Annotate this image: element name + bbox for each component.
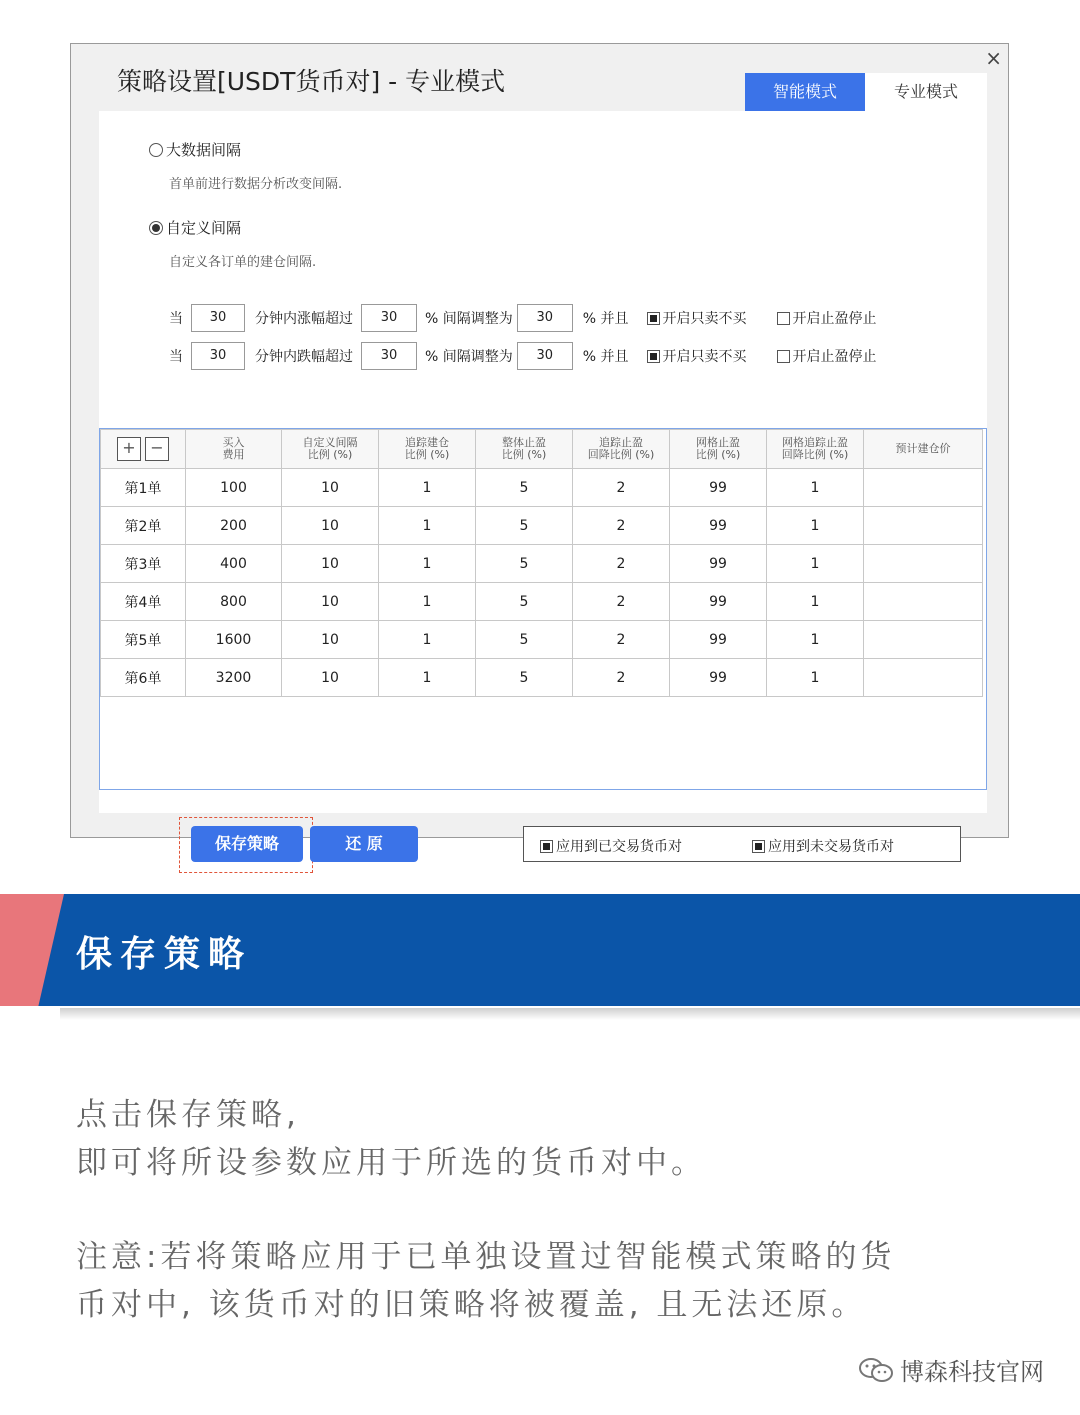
table-cell[interactable]: 99 — [670, 621, 767, 659]
radio-custom-label: 自定义间隔 — [166, 219, 242, 237]
tab-pro-mode[interactable]: 专业模式 — [865, 73, 987, 111]
table-cell[interactable]: 10 — [282, 659, 379, 697]
table-cell[interactable]: 1 — [379, 469, 476, 507]
apply-traded-option[interactable] — [540, 836, 682, 856]
table-cell[interactable]: 1600 — [186, 621, 282, 659]
column-header: 网格追踪止盈 回降比例 (%) — [767, 430, 864, 469]
radio-bigdata-icon[interactable] — [149, 143, 163, 157]
minutes-input[interactable]: 30 — [191, 342, 245, 370]
table-cell[interactable]: 10 — [282, 469, 379, 507]
table-cell[interactable]: 200 — [186, 507, 282, 545]
table-cell[interactable]: 5 — [476, 507, 573, 545]
table-cell[interactable]: 5 — [476, 583, 573, 621]
cond-suffix: % 并且 — [582, 349, 629, 365]
stop-label: 开启止盈停止 — [792, 349, 877, 365]
condition-fall-row — [169, 341, 877, 371]
apply-untraded-option[interactable] — [752, 836, 894, 856]
table-cell[interactable] — [864, 469, 983, 507]
table-cell[interactable] — [864, 507, 983, 545]
table-cell[interactable]: 3200 — [186, 659, 282, 697]
add-row-button[interactable]: + — [117, 437, 141, 461]
table-cell[interactable]: 10 — [282, 583, 379, 621]
order-grid — [99, 428, 987, 790]
column-header: 自定义间隔 比例 (%) — [282, 430, 379, 469]
table-cell[interactable]: 2 — [573, 659, 670, 697]
column-header: 整体止盈 比例 (%) — [476, 430, 573, 469]
cond-prefix: 当 — [169, 311, 183, 327]
table-cell[interactable]: 99 — [670, 659, 767, 697]
table-cell[interactable]: 1 — [379, 659, 476, 697]
footer-brand — [858, 1352, 1044, 1387]
table-cell[interactable]: 1 — [767, 621, 864, 659]
radio-custom-icon[interactable] — [149, 221, 163, 235]
table-cell[interactable]: 100 — [186, 469, 282, 507]
pct-input[interactable]: 30 — [361, 304, 417, 332]
wechat-icon — [858, 1356, 894, 1384]
table-cell[interactable]: 5 — [476, 469, 573, 507]
radio-bigdata[interactable] — [149, 139, 241, 160]
column-header: 追踪建仓 比例 (%) — [379, 430, 476, 469]
table-cell[interactable] — [864, 659, 983, 697]
table-cell[interactable]: 1 — [767, 545, 864, 583]
bigdata-desc: 首单前进行数据分析改变间隔. — [169, 177, 343, 192]
table-cell[interactable]: 1 — [767, 583, 864, 621]
table-row — [101, 621, 983, 659]
footer-text: 博森科技官网 — [900, 1358, 1044, 1386]
dialog-title: 策略设置[USDT货币对] - 专业模式 — [117, 67, 506, 96]
table-cell[interactable]: 800 — [186, 583, 282, 621]
row-label: 第4单 — [101, 583, 186, 621]
radio-custom[interactable] — [149, 217, 241, 238]
table-cell[interactable]: 10 — [282, 621, 379, 659]
row-label: 第2单 — [101, 507, 186, 545]
table-cell[interactable]: 99 — [670, 469, 767, 507]
body-line-1: 点击保存策略, — [76, 1097, 300, 1133]
table-cell[interactable]: 1 — [379, 621, 476, 659]
table-cell[interactable]: 1 — [379, 545, 476, 583]
table-row — [101, 507, 983, 545]
table-row — [101, 583, 983, 621]
sell-only-label: 开启只卖不买 — [662, 311, 747, 327]
minutes-input[interactable]: 30 — [191, 304, 245, 332]
table-cell[interactable]: 2 — [573, 469, 670, 507]
remove-row-button[interactable]: − — [145, 437, 169, 461]
apply-options — [523, 826, 961, 862]
cond-prefix: 当 — [169, 349, 183, 365]
table-cell[interactable]: 2 — [573, 621, 670, 659]
table-row — [101, 545, 983, 583]
table-cell[interactable]: 1 — [767, 469, 864, 507]
custom-desc: 自定义各订单的建仓间隔. — [169, 255, 317, 270]
apply-untraded-checkbox[interactable] — [752, 840, 765, 853]
cond-suffix: % 并且 — [582, 311, 629, 327]
save-strategy-button[interactable]: 保存策略 — [191, 826, 303, 862]
table-cell[interactable]: 1 — [767, 659, 864, 697]
table-cell[interactable]: 2 — [573, 583, 670, 621]
sell-only-checkbox[interactable] — [647, 350, 660, 363]
row-label: 第1单 — [101, 469, 186, 507]
order-table — [100, 429, 983, 697]
table-cell[interactable]: 99 — [670, 583, 767, 621]
table-cell[interactable]: 5 — [476, 545, 573, 583]
tab-smart-mode[interactable]: 智能模式 — [745, 73, 865, 111]
table-cell[interactable]: 10 — [282, 545, 379, 583]
cond-mid: 分钟内涨幅超过 — [255, 311, 353, 327]
column-header: 追踪止盈 回降比例 (%) — [573, 430, 670, 469]
interval-input[interactable]: 30 — [517, 304, 573, 332]
table-cell[interactable]: 1 — [379, 583, 476, 621]
row-label: 第6单 — [101, 659, 186, 697]
pct-input[interactable]: 30 — [361, 342, 417, 370]
band-shadow — [60, 1008, 1080, 1020]
column-header: 网格止盈 比例 (%) — [670, 430, 767, 469]
body-note-line-1: 注意:若将策略应用于已单独设置过智能模式策略的货 — [76, 1239, 896, 1275]
stop-label: 开启止盈停止 — [792, 311, 877, 327]
restore-button[interactable]: 还 原 — [310, 826, 418, 862]
cond-adjust: % 间隔调整为 — [425, 349, 513, 365]
table-cell[interactable]: 5 — [476, 659, 573, 697]
table-cell[interactable] — [864, 621, 983, 659]
grid-controls — [101, 430, 186, 469]
sell-only-label: 开启只卖不买 — [662, 349, 747, 365]
table-cell[interactable]: 2 — [573, 507, 670, 545]
apply-untraded-label: 应用到未交易货币对 — [768, 839, 894, 855]
section-title: 保存策略 — [76, 934, 253, 975]
apply-traded-checkbox[interactable] — [540, 840, 553, 853]
body-note-line-2: 币对中, 该货币对的旧策略将被覆盖, 且无法还原。 — [76, 1287, 867, 1323]
sell-only-checkbox[interactable] — [647, 312, 660, 325]
table-cell[interactable]: 1 — [767, 507, 864, 545]
apply-traded-label: 应用到已交易货币对 — [556, 839, 682, 855]
stop-checkbox[interactable] — [777, 312, 790, 325]
row-label: 第5单 — [101, 621, 186, 659]
condition-rise-row — [169, 303, 877, 333]
table-cell[interactable]: 400 — [186, 545, 282, 583]
column-header: 买入 费用 — [186, 430, 282, 469]
table-cell[interactable] — [864, 583, 983, 621]
table-cell[interactable]: 1 — [379, 507, 476, 545]
body-line-2: 即可将所设参数应用于所选的货币对中。 — [76, 1145, 706, 1181]
table-cell[interactable]: 5 — [476, 621, 573, 659]
column-header: 预计建仓价 — [864, 430, 983, 469]
cond-mid: 分钟内跌幅超过 — [255, 349, 353, 365]
row-label: 第3单 — [101, 545, 186, 583]
close-icon[interactable]: × — [985, 46, 1002, 70]
table-row — [101, 659, 983, 697]
settings-panel — [99, 111, 987, 855]
table-cell[interactable]: 99 — [670, 507, 767, 545]
table-cell[interactable]: 10 — [282, 507, 379, 545]
table-cell[interactable] — [864, 545, 983, 583]
stop-checkbox[interactable] — [777, 350, 790, 363]
table-cell[interactable]: 99 — [670, 545, 767, 583]
strategy-dialog — [70, 43, 1009, 855]
interval-input[interactable]: 30 — [517, 342, 573, 370]
radio-bigdata-label: 大数据间隔 — [166, 141, 242, 159]
table-cell[interactable]: 2 — [573, 545, 670, 583]
table-row — [101, 469, 983, 507]
cond-adjust: % 间隔调整为 — [425, 311, 513, 327]
